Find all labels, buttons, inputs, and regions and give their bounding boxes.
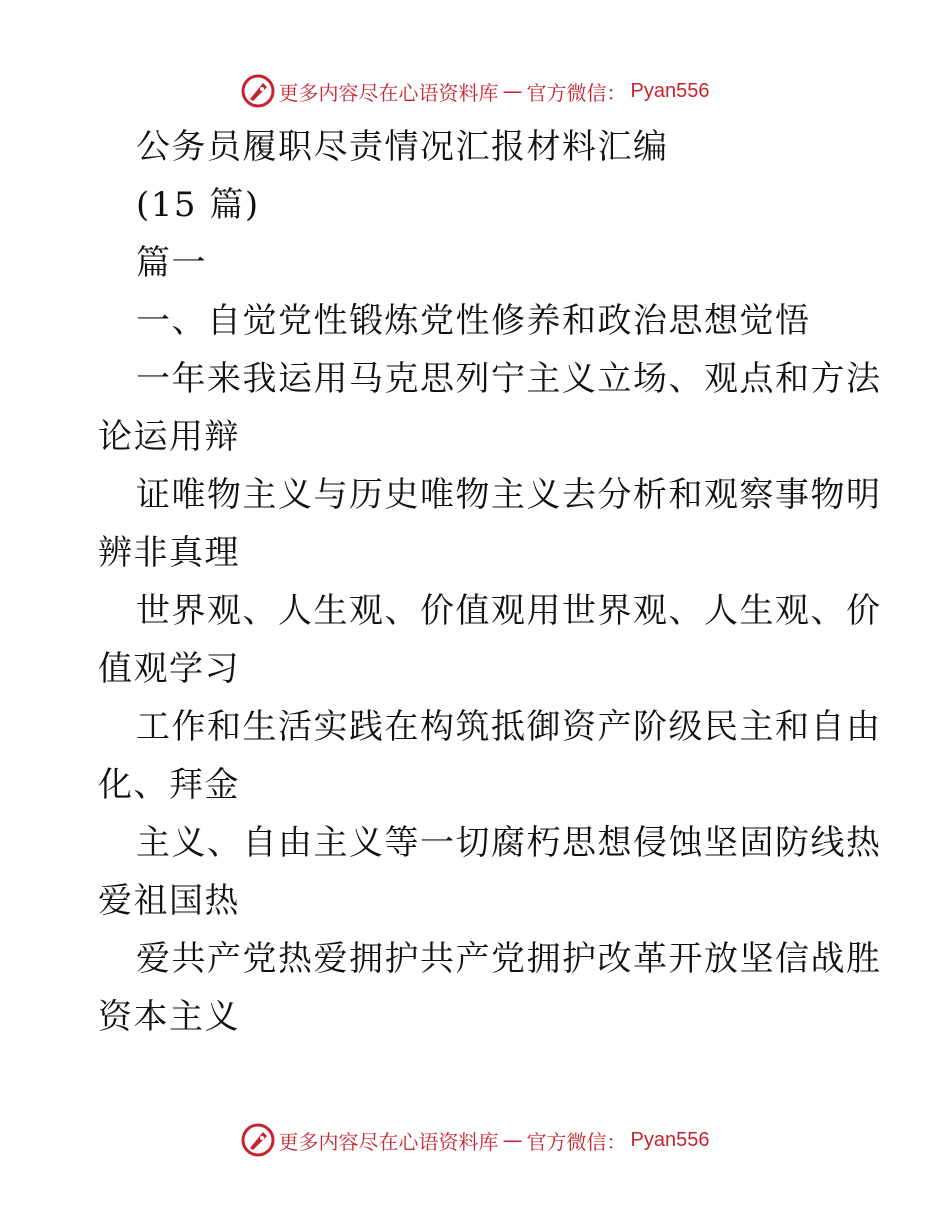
document-body <box>98 118 882 1046</box>
paragraph-line: 工作和生活实践在构筑抵御资产阶级民主和自由 <box>136 707 882 747</box>
document-title-line1: 公务员履职尽责情况汇报材料汇编 <box>136 127 669 167</box>
paragraph-line: 辨非真理 <box>98 533 240 573</box>
watermark-text: 更多内容尽在心语资料库 <box>278 1129 499 1154</box>
paragraph-line: 主义、自由主义等一切腐朽思想侵蚀坚固防线热 <box>136 823 882 863</box>
watermark-banner-top <box>0 71 950 111</box>
paragraph-line: 爱祖国热 <box>98 881 240 921</box>
paragraph-line: 一年来我运用马克思列宁主义立场、观点和方法 <box>136 359 882 399</box>
watermark-wechat-label: 官方微信： <box>526 80 627 105</box>
section-label: 篇一 <box>136 243 207 283</box>
watermark-wechat-label: 官方微信： <box>526 1129 627 1154</box>
watermark-wechat-id: Pyan556 <box>630 1128 710 1151</box>
watermark-text: 更多内容尽在心语资料库 <box>278 80 499 105</box>
paragraph-line: 证唯物主义与历史唯物主义去分析和观察事物明 <box>136 475 882 515</box>
watermark-banner-bottom <box>0 1120 950 1160</box>
pen-nib-logo-icon <box>241 74 275 108</box>
document-title-line2: (15 篇) <box>136 185 260 225</box>
paragraph-line: 世界观、人生观、价值观用世界观、人生观、价 <box>136 591 882 631</box>
paragraph-line: 爱共产党热爱拥护共产党拥护改革开放坚信战胜 <box>136 939 882 979</box>
watermark-wechat-id: Pyan556 <box>630 79 710 102</box>
watermark-separator: — <box>502 1128 523 1152</box>
pen-nib-logo-icon <box>241 1123 275 1157</box>
paragraph-line: 化、拜金 <box>98 765 240 805</box>
paragraph-line: 论运用辩 <box>98 417 240 457</box>
paragraph-line: 值观学习 <box>98 649 240 689</box>
paragraph-line: 资本主义 <box>98 997 240 1037</box>
section-heading: 一、自觉党性锻炼党性修养和政治思想觉悟 <box>136 301 811 341</box>
watermark-separator: — <box>502 79 523 103</box>
